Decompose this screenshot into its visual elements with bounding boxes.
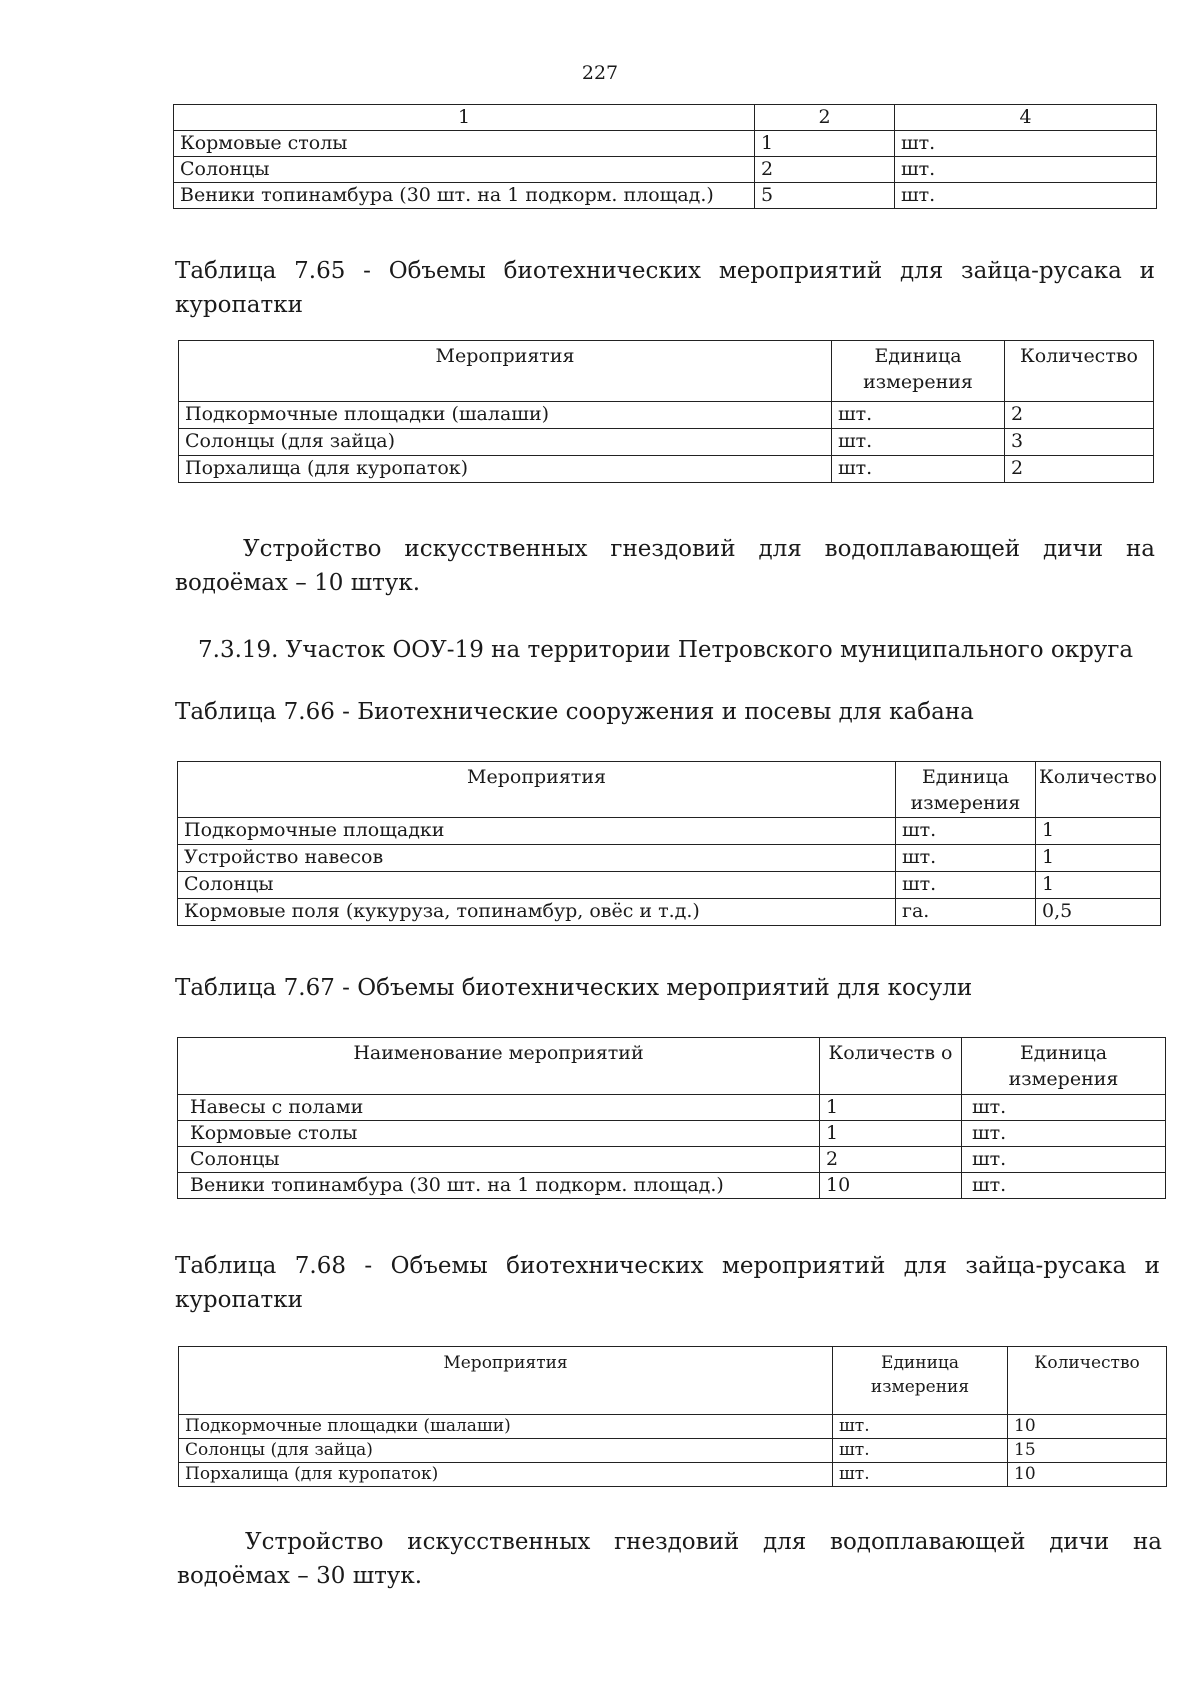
table-header-cell: Количество [1036,762,1161,818]
table-cell: 2 [1005,402,1154,429]
table-row [178,899,1161,926]
table-cell: шт. [896,818,1036,845]
table-header-cell: Единица измерения [833,1347,1008,1415]
table-cell: шт. [832,456,1005,483]
table-cell: Подкормочные площадки (шалаши) [179,402,832,429]
table-header-row [174,105,1157,131]
table-header-row [178,762,1161,818]
table-cell: шт. [962,1121,1166,1147]
table-7-65 [178,340,1154,483]
table-row [179,402,1154,429]
table-caption-7-67: Таблица 7.67 - Объемы биотехнических мероприятий для косули [175,975,973,1001]
table-7-67 [177,1037,1166,1199]
table-row [178,1173,1166,1199]
table-cell: Солонцы (для зайца) [179,1439,833,1463]
table-row [179,1439,1167,1463]
table-cell: Веники топинамбура (30 шт. на 1 подкорм. площад.) [178,1173,820,1199]
table-cell: 1 [755,131,895,157]
table-cell: Солонцы [178,1147,820,1173]
table-header-cell: Единица измерения [962,1038,1166,1095]
table-cell: 10 [1008,1463,1167,1487]
table-cell: Солонцы (для зайца) [179,429,832,456]
table-cell: 10 [1008,1415,1167,1439]
paragraph [175,532,1155,600]
table-header-cell: Единица измерения [832,341,1005,402]
table-cell: шт. [895,183,1157,209]
table-row [178,818,1161,845]
table-cell: шт. [833,1463,1008,1487]
table-cell: Навесы с полами [178,1095,820,1121]
table-cell: 1 [1036,872,1161,899]
table-header-cell: Мероприятия [179,341,832,402]
table-row [174,131,1157,157]
table-caption-7-65: Таблица 7.65 - Объемы биотехнических мероприятий для зайца-русака и куропатки [175,258,1155,318]
table-cell: 5 [755,183,895,209]
table-cell: 1 [820,1121,962,1147]
table-cell: 0,5 [1036,899,1161,926]
table-row [178,1095,1166,1121]
table-cell: 3 [1005,429,1154,456]
table-header-row [179,341,1154,402]
table-header-cell: Наименование мероприятий [178,1038,820,1095]
table-cell: 1 [1036,818,1161,845]
table-cell: шт. [962,1173,1166,1199]
table-cell: шт. [895,131,1157,157]
table-row [178,845,1161,872]
table-cell: Солонцы [174,157,755,183]
table-cell: шт. [896,872,1036,899]
table-cell: Кормовые столы [174,131,755,157]
page-number: 227 [581,62,619,84]
paragraph-text: Устройство искусственных гнездовий для водоплавающей дичи на водоёмах – 30 штук. [177,1529,1162,1589]
table-cell: шт. [962,1147,1166,1173]
table-header-cell: Мероприятия [178,762,896,818]
table-header-cell: Количество [1008,1347,1167,1415]
table-cell: га. [896,899,1036,926]
table-header-cell: 2 [755,105,895,131]
table-row [174,157,1157,183]
table-cell: шт. [833,1439,1008,1463]
table-row [179,429,1154,456]
table-row [178,1147,1166,1173]
table-cell: шт. [832,402,1005,429]
table-cell: 1 [820,1095,962,1121]
table-cell: Подкормочные площадки [178,818,896,845]
table-header-cell: Мероприятия [179,1347,833,1415]
table-cell: 2 [820,1147,962,1173]
table-header-row [178,1038,1166,1095]
table-cell: Кормовые столы [178,1121,820,1147]
table-header-row [179,1347,1167,1415]
paragraph [177,1525,1162,1593]
paragraph-text: Устройство искусственных гнездовий для водоплавающей дичи на водоёмах – 10 штук. [175,536,1155,596]
table-row [178,1121,1166,1147]
table-row [178,872,1161,899]
table-7-68 [178,1346,1167,1487]
table-header-cell: Количеств о [820,1038,962,1095]
table-cell: 2 [755,157,895,183]
table-7-66 [177,761,1161,926]
table-cell: 10 [820,1173,962,1199]
table-header-cell: Количество [1005,341,1154,402]
table-continuation [173,104,1157,209]
table-cell: Порхалища (для куропаток) [179,1463,833,1487]
table-cell: шт. [895,157,1157,183]
table-header-cell: 1 [174,105,755,131]
table-cell: шт. [962,1095,1166,1121]
table-cell: шт. [832,429,1005,456]
table-cell: шт. [833,1415,1008,1439]
table-cell: Веники топинамбура (30 шт. на 1 подкорм. площад.) [174,183,755,209]
table-cell: 1 [1036,845,1161,872]
table-caption-7-68: Таблица 7.68 - Объемы биотехнических мероприятий для зайца-русака и куропатки [175,1253,1160,1313]
table-cell: 15 [1008,1439,1167,1463]
table-cell: Подкормочные площадки (шалаши) [179,1415,833,1439]
table-row [179,1415,1167,1439]
table-row [179,456,1154,483]
section-heading: 7.3.19. Участок ООУ-19 на территории Петровского муниципального округа [198,637,1134,663]
table-row [174,183,1157,209]
table-header-cell: 4 [895,105,1157,131]
table-cell: Устройство навесов [178,845,896,872]
table-caption-7-66: Таблица 7.66 - Биотехнические сооружения и посевы для кабана [175,699,974,725]
table-cell: Порхалища (для куропаток) [179,456,832,483]
table-row [179,1463,1167,1487]
table-cell: шт. [896,845,1036,872]
table-cell: Солонцы [178,872,896,899]
table-header-cell: Единица измерения [896,762,1036,818]
table-cell: 2 [1005,456,1154,483]
table-cell: Кормовые поля (кукуруза, топинамбур, овёс и т.д.) [178,899,896,926]
